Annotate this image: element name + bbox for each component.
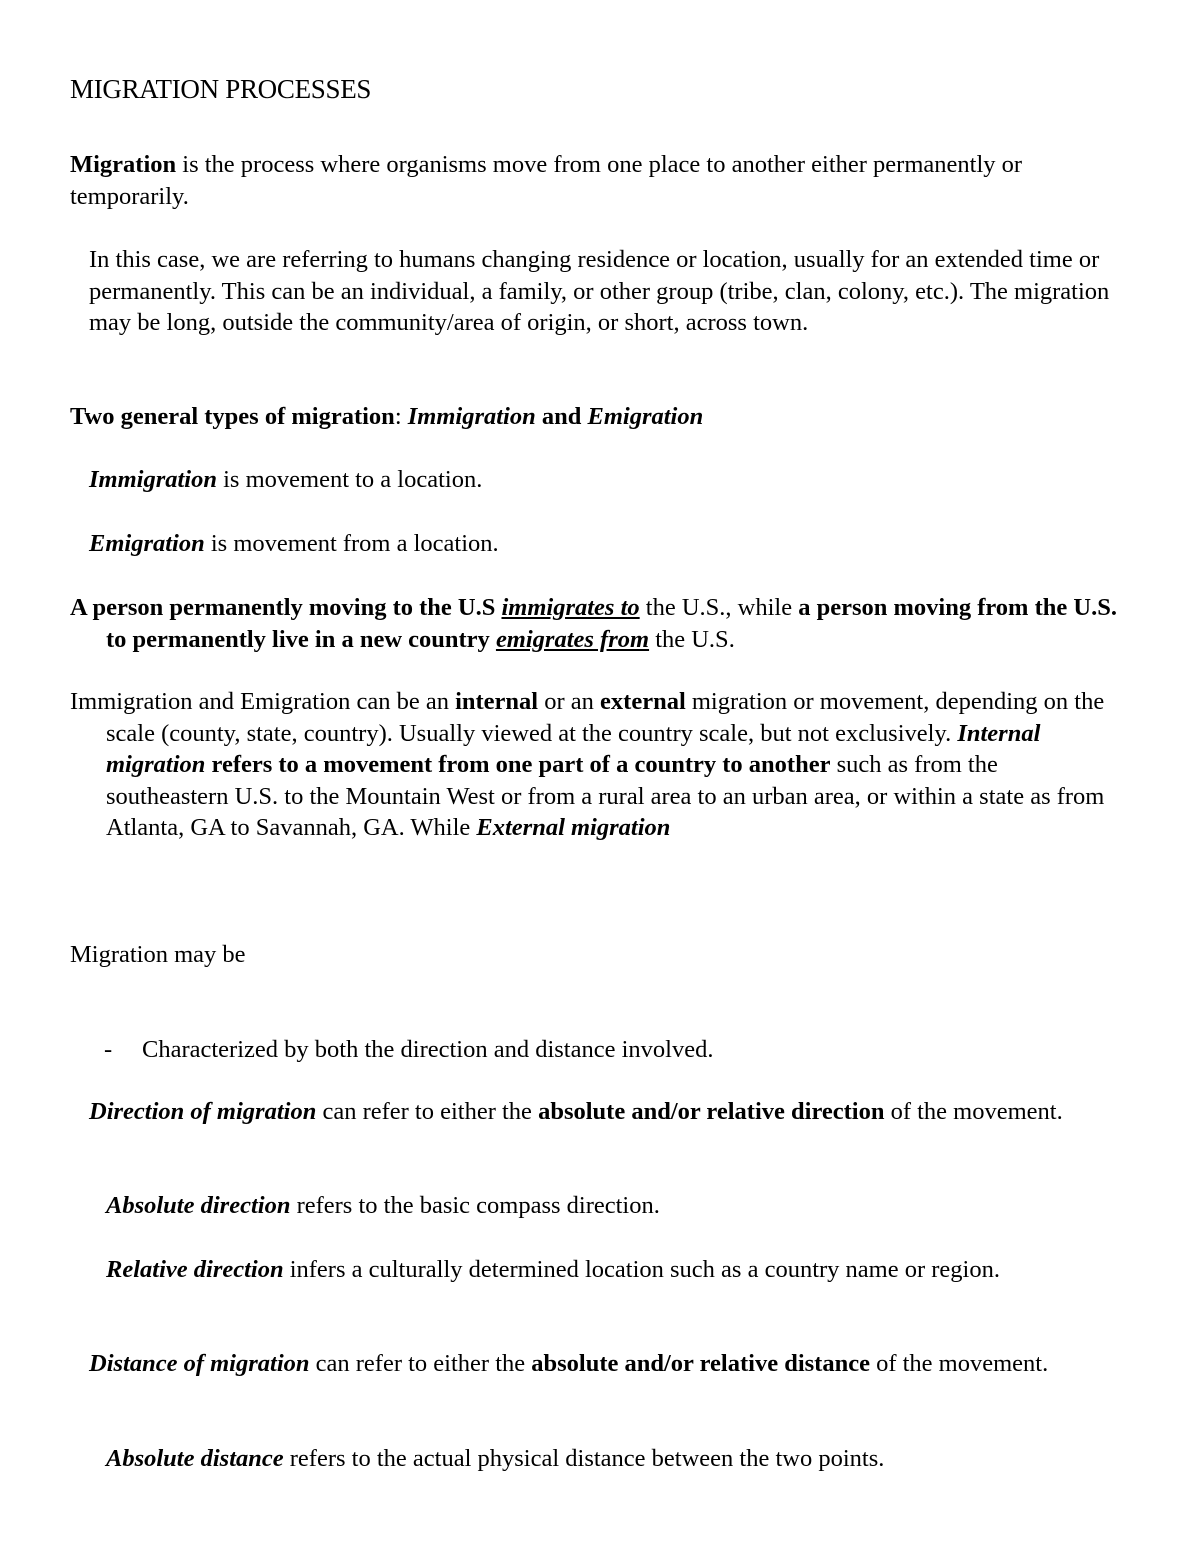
internal-external-paragraph: Immigration and Emigration can be an internal or an external migration or movement, depending on the scale (county, state, country). Usually viewed at the country scale, but not exclusively. Internal migration refers to a movement from one part of a country to another such as from the southeastern U.S. to the Mountain West or from a rural area to an urban area, or within a state as from Atlanta, GA to Savannah, GA. While External migration: [70, 688, 1105, 841]
page-title: MIGRATION PROCESSES: [70, 74, 372, 104]
absolute-direction-line: Absolute direction refers to the basic compass direction.: [106, 1192, 660, 1219]
migration-definition: Migration is the process where organisms move from one place to another either permanently or temporarily.: [70, 151, 1023, 210]
absolute-distance-line: Absolute distance refers to the actual physical distance between the two points.: [106, 1445, 885, 1472]
case-paragraph: In this case, we are referring to humans changing residence or location, usually for an extended time or permanently. This can be an individual, a family, or other group (tribe, clan, colony, etc.). The migration may be long, outside the community/area of origin, or short, across town.: [89, 246, 1110, 336]
migration-term: Migration: [70, 151, 177, 178]
immigrates-to-term: immigrates to: [501, 594, 640, 621]
direction-paragraph: Direction of migration can refer to either the absolute and/or relative direction of the movement.: [89, 1098, 1063, 1125]
distance-paragraph: Distance of migration can refer to either the absolute and/or relative distance of the movement.: [89, 1350, 1049, 1377]
bullet-item: - Characterized by both the direction and distance involved.: [104, 1034, 1120, 1066]
example-paragraph: A person permanently moving to the U.S immigrates to the U.S., while a person moving from the U.S. to permanently live in a new country emigrates from the U.S.: [70, 594, 1117, 653]
relative-direction-line: Relative direction infers a culturally determined location such as a country name or region.: [106, 1256, 1000, 1283]
emigration-definition: Emigration is movement from a location.: [89, 530, 499, 557]
two-types-heading: Two general types of migration: Immigration and Emigration: [70, 403, 704, 430]
emigrates-from-term: emigrates from: [495, 625, 650, 653]
bullet-marker: -: [104, 1036, 113, 1063]
immigration-definition: Immigration is movement to a location.: [89, 466, 483, 493]
may-be-line: Migration may be: [70, 941, 246, 968]
